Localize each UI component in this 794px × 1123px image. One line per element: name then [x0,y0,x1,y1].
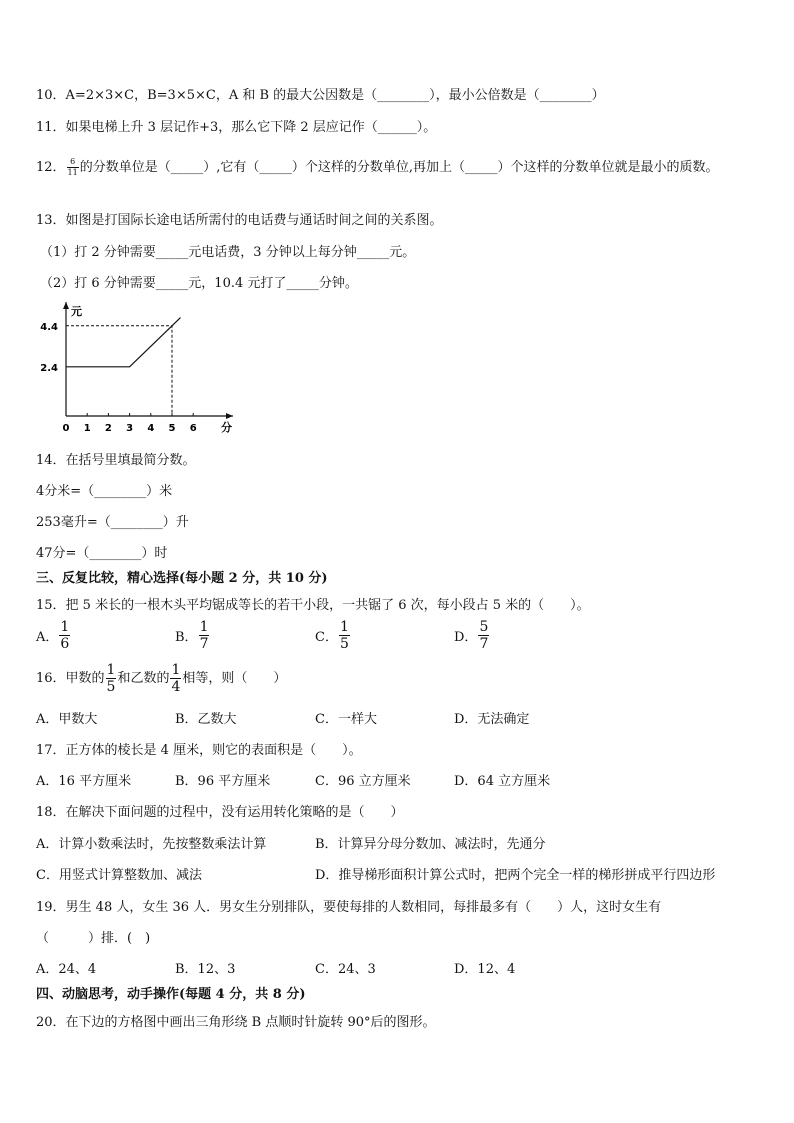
q19-option-d: D．12、4 [454,962,516,977]
fraction-1-7: $\frac{1}{7}$ [199,619,209,652]
fraction-1-4: $\frac{1}{4}$ [171,662,181,695]
question-10: 10．A=2×3×C，B=3×5×C，A 和 B 的最大公因数是（________），最小公倍数是（________） [36,88,605,103]
x-tick-label: 3 [126,423,134,434]
fraction-1-5: $\frac{1}{5}$ [106,662,116,695]
question-18-stem: 18．在解决下面问题的过程中，没有运用转化策略的是（ ） [36,805,404,820]
question-14-stem: 14．在括号里填最简分数。 [36,453,196,468]
q18-option-b: B．计算异分母分数加、减法时，先通分 [315,837,546,852]
q18-option-a: A．计算小数乘法时，先按整数乘法计算 [36,837,267,852]
x-tick-label: 2 [104,423,112,434]
x-tick-label: 1 [83,423,91,434]
x-tick-label: 6 [189,423,197,434]
question-19-stem-1: 19．男生 48 人，女生 36 人．男女生分别排队，要使每排的人数相同，每排最多有（ ）人，这时女生有 [36,900,662,915]
q15-option-c: C． $\frac{1}{5}$ [315,619,349,652]
section-3-heading: 三、反复比较，精心选择(每小题 2 分，共 10 分) [36,571,328,586]
guide-line [66,326,172,416]
y-tick-label: 4.4 [40,321,58,333]
x-tick-label: 0 [62,423,70,434]
y-axis-label: 元 [71,305,82,318]
x-tick-label: 4 [147,423,155,434]
q16-option-b: B．乙数大 [175,712,237,727]
fraction-1-5: $\frac{1}{5}$ [339,619,349,652]
q16-option-c: C．一样大 [315,712,377,727]
question-17-stem: 17．正方体的棱长是 4 厘米，则它的表面积是（ ）。 [36,743,362,758]
question-19-stem-2: （ ）排．( ) [36,931,151,946]
q16-option-a: A．甲数大 [36,712,98,727]
question-13-part2: （2）打 6 分钟需要_____元，10.4 元打了_____分钟。 [40,276,358,291]
q17-option-d: D．64 立方厘米 [454,774,551,789]
q17-option-b: B．96 平方厘米 [175,774,271,789]
q19-option-a: A．24、4 [36,962,97,977]
q19-option-c: C．24、3 [315,962,376,977]
q17-option-a: A．16 平方厘米 [36,774,132,789]
q16-option-d: D．无法确定 [454,712,530,727]
question-14-c: 47分=（________）时 [36,546,168,561]
x-axis-arrow [226,413,233,419]
question-13-stem: 13．如图是打国际长途电话所需付的电话费与通话时间之间的关系图。 [36,213,443,228]
question-11: 11．如果电梯上升 3 层记作+3，那么它下降 2 层应记作（______）。 [36,120,437,135]
question-12: 12． $\frac{6}{11}$ 的分数单位是（_____）,它有（_____）个这样的分数单位,再加上（_____）个这样的分数单位就是最小的质数。 [36,157,719,177]
q18-option-c: C．用竖式计算整数加、减法 [36,868,202,883]
series-line-0 [66,318,180,367]
question-14-b: 253毫升=（________）升 [36,515,189,530]
phone-fee-chart [36,298,236,438]
question-13-part1: （1）打 2 分钟需要_____元电话费，3 分钟以上每分钟_____元。 [40,245,416,260]
y-axis-arrow [63,302,69,309]
q15-option-d: D． $\frac{5}{7}$ [454,619,489,652]
q15-option-a: A． $\frac{1}{6}$ [36,619,70,652]
x-axis-label: 分 [221,421,232,434]
q19-option-b: B．12、3 [175,962,236,977]
fraction-5-7: $\frac{5}{7}$ [479,619,489,652]
question-16-stem: 16．甲数的 $\frac{1}{5}$ 和乙数的 $\frac{1}{4}$ 相等，则（ ） [36,662,287,695]
question-20-stem: 20．在下边的方格图中画出三角形绕 B 点顺时针旋转 90°后的图形。 [36,1015,436,1030]
x-tick-label: 5 [168,423,176,434]
q18-option-d: D．推导梯形面积计算公式时，把两个完全一样的梯形拼成平行四边形 [315,868,716,883]
section-4-heading: 四、动脑思考，动手操作(每题 4 分，共 8 分) [36,987,306,1002]
question-15-stem: 15．把 5 米长的一根木头平均锯成等长的若干小段，一共锯了 6 次，每小段占 5 米的（ ）。 [36,598,590,613]
fraction-1-6: $\frac{1}{6}$ [60,619,70,652]
question-14-a: 4分米=（________）米 [36,484,173,499]
y-tick-label: 2.4 [40,362,58,374]
q15-option-b: B． $\frac{1}{7}$ [175,619,209,652]
fraction-6-11: $\frac{6}{11}$ [67,157,78,177]
q17-option-c: C．96 立方厘米 [315,774,411,789]
